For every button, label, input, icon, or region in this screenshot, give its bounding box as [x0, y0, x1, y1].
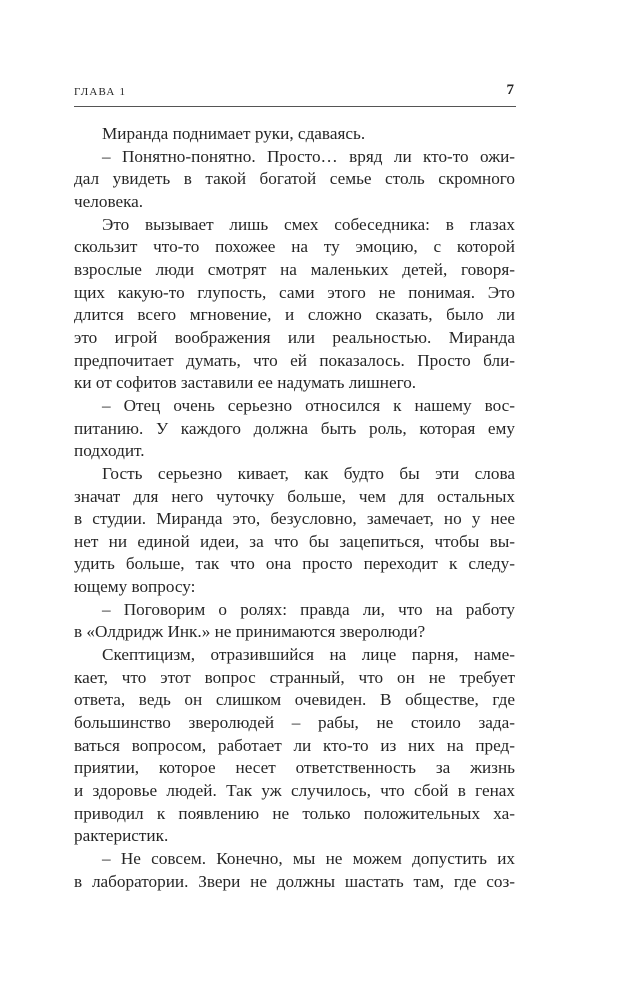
text-line: удить больше, так что она просто переходит к следу- [74, 554, 515, 574]
paragraph [74, 599, 515, 644]
text-line: Гость серьезно кивает, как будто бы эти слова [102, 463, 515, 483]
text-line: предпочитает думать, что ей показалось. Просто бли- [74, 350, 515, 370]
text-line: скользит что-то похожее на ту эмоцию, с которой [74, 237, 515, 257]
body-text [74, 123, 515, 893]
text-line: питанию. У каждого должна быть роль, которая ему [74, 418, 515, 438]
paragraph [74, 848, 515, 893]
text-line: рактеристик. [74, 826, 169, 846]
text-line: дал увидеть в такой богатой семье столь скромного [74, 169, 515, 189]
text-line: – Не совсем. Конечно, мы не можем допустить их [102, 849, 515, 868]
header-rule [74, 106, 516, 107]
text-line: в студии. Миранда это, безусловно, замечает, но у нее [74, 509, 515, 529]
text-line: Это вызывает лишь смех собеседника: в глазах [102, 214, 515, 234]
text-line: ки от софитов заставили ее надумать лишнего. [74, 373, 417, 393]
paragraph [74, 146, 515, 214]
text-line: ответа, ведь он слишком очевиден. В обществе, где [74, 690, 515, 710]
text-line: подходит. [74, 441, 145, 461]
paragraph [74, 395, 515, 463]
text-line: и здоровье людей. Так уж случилось, что сбой в генах [74, 781, 515, 801]
text-line: значат для него чуточку больше, чем для остальных [74, 486, 515, 506]
text-line: Миранда поднимает руки, сдаваясь. [102, 124, 366, 143]
text-line: в лаборатории. Звери не должны шастать там, где соз- [74, 871, 515, 891]
text-line: это игрой воображения или реальностью. Миранда [74, 327, 515, 347]
paragraph [74, 214, 515, 395]
text-line: взрослые люди смотрят на маленьких детей, говоря- [74, 259, 515, 279]
text-line: в «Олдридж Инк.» не принимаются зверолюди? [74, 622, 426, 642]
text-line: ющему вопросу: [74, 577, 196, 597]
text-line: кает, что этот вопрос странный, что он не требует [74, 667, 515, 687]
text-line: приятии, которое несет ответственность за жизнь [74, 758, 515, 778]
text-line: – Поговорим о ролях: правда ли, что на работу [102, 599, 515, 619]
text-line: нет ни единой идеи, за что бы зацепиться, чтобы вы- [74, 531, 515, 551]
text-line: – Понятно-понятно. Просто… вряд ли кто-то ожи- [102, 146, 515, 166]
page-number: 7 [506, 82, 514, 98]
text-line: щих какую-то глупость, сами этого не понимая. Это [74, 282, 515, 302]
text-line: длится всего мгновение, и сложно сказать, было ли [74, 305, 515, 325]
text-line: – Отец очень серьезно относился к нашему вос- [102, 395, 515, 415]
paragraph [74, 463, 515, 599]
chapter-title: ГЛАВА 1 [74, 86, 127, 98]
text-line: человека. [74, 191, 144, 211]
text-line: ваться вопросом, работает ли кто-то из них на пред- [74, 735, 515, 755]
text-line: Скептицизм, отразившийся на лице парня, наме- [102, 645, 515, 665]
paragraph [74, 644, 515, 848]
text-line: большинство зверолюдей – рабы, не стоило зада- [74, 713, 515, 733]
running-header [74, 82, 516, 102]
paragraph [74, 123, 515, 146]
text-line: приводил к появлению не только положительных ха- [74, 803, 515, 823]
